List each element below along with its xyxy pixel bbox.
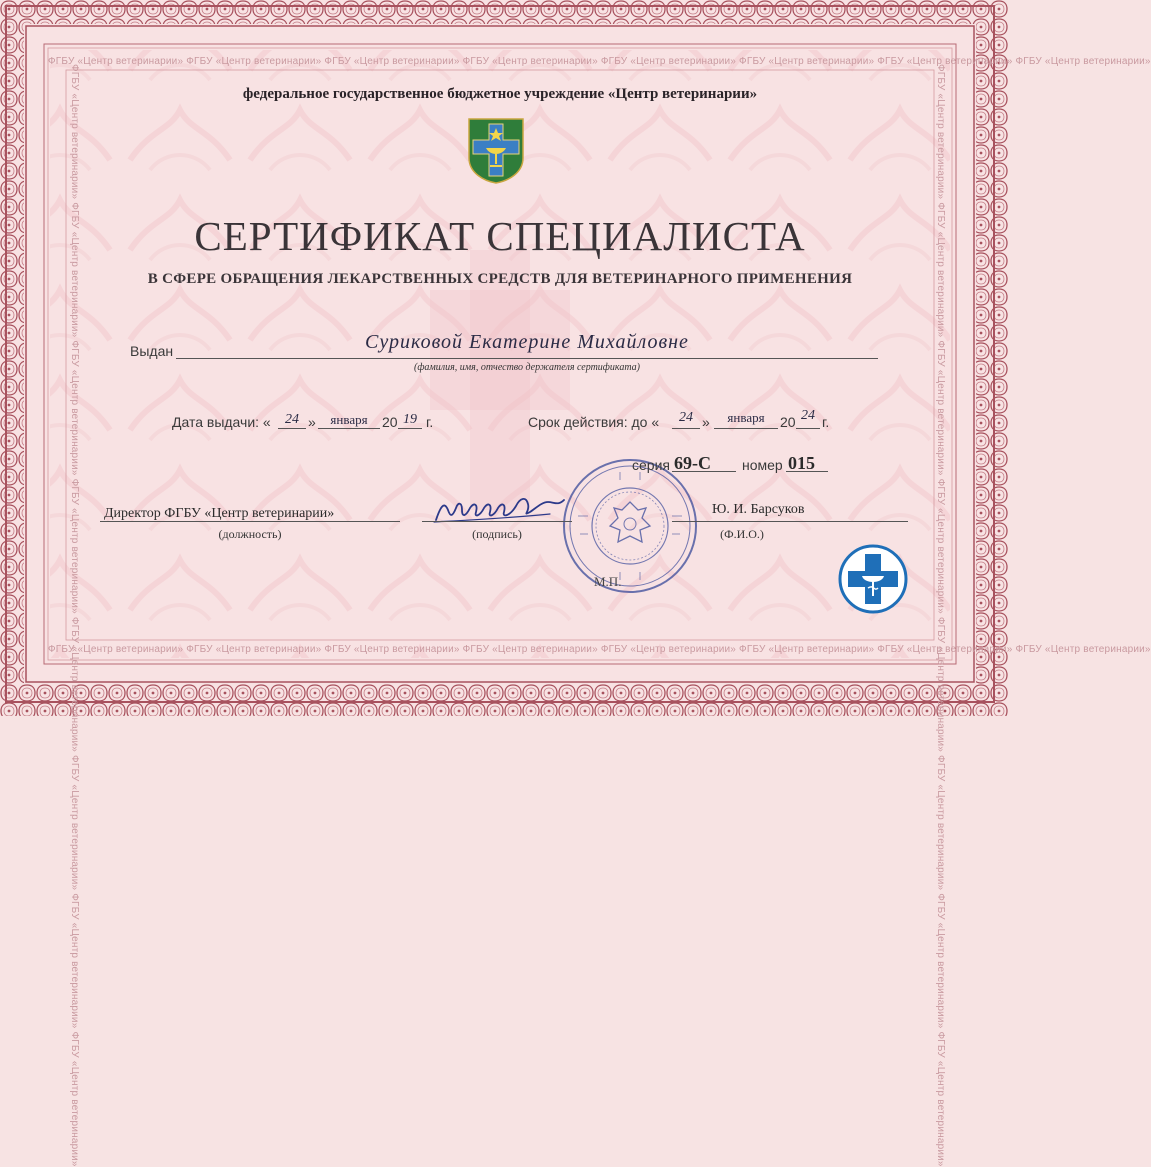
position-value: Директор ФГБУ «Центр ветеринарии» [104,506,335,521]
valid-until-label: Срок действия: до « [528,414,660,430]
holder-name-line [176,358,878,359]
official-stamp-icon [560,456,700,596]
number-value: 015 [788,453,815,473]
issue-year-prefix: 20 [382,414,398,430]
director-name: Ю. И. Барсуков [712,502,805,517]
issue-year-g: г. [426,414,434,430]
issue-day-line [278,428,306,429]
holder-name-caption: (фамилия, имя, отчество держателя сертификата) [413,362,640,373]
issue-month: января [330,412,368,427]
valid-month-line [714,428,778,429]
certificate-title: СЕРТИФИКАТ СПЕЦИАЛИСТА [194,213,806,259]
name-caption: (Ф.И.О.) [720,527,764,541]
name-line [672,521,908,522]
valid-day: 24 [679,410,693,425]
valid-month: января [727,410,765,425]
border-microtext-bottom: ФГБУ «Центр ветеринарии» ФГБУ «Центр ветеринарии» ФГБУ «Центр ветеринарии» ФГБУ «Центр ветеринарии» ФГБУ «Центр ветеринарии» ФГБУ «Центр ветеринарии» ФГБУ «Центр ветеринарии» ФГБУ «Центр ветеринарии» [48,644,1151,655]
border-microtext-right: ФГБУ «Центр ветеринарии» ФГБУ «Центр ветеринарии» ФГБУ «Центр ветеринарии» ФГБУ «Центр ветеринарии» ФГБУ «Центр ветеринарии» ФГБУ «Центр ветеринарии» ФГБУ «Центр ветеринарии» ФГБУ «Центр ветеринарии» [935,64,946,1167]
issue-close-quote: » [308,414,316,430]
shield-emblem-icon [468,118,524,184]
valid-year-line [796,428,820,429]
veterinary-logo-icon [838,544,908,614]
issue-date-label: Дата выдачи: « [172,414,271,430]
signature-line [422,521,572,522]
issue-year-suffix: 19 [403,412,417,427]
issue-year-line [398,428,422,429]
handwritten-signature [430,490,570,528]
valid-year-suffix: 24 [801,408,815,423]
valid-close-quote: » [702,414,710,430]
valid-day-line [672,428,700,429]
valid-year-prefix: 20 [780,414,796,430]
series-label: серия [632,457,670,473]
holder-name: Суриковой Екатерине Михайловне [365,331,689,353]
organization-name: федеральное государственное бюджетное учреждение «Центр ветеринарии» [242,86,758,102]
valid-year-g: г. [822,414,830,430]
border-microtext-top: ФГБУ «Центр ветеринарии» ФГБУ «Центр ветеринарии» ФГБУ «Центр ветеринарии» ФГБУ «Центр ветеринарии» ФГБУ «Центр ветеринарии» ФГБУ «Центр ветеринарии» ФГБУ «Центр ветеринарии» ФГБУ «Центр ветеринарии» [48,56,1151,67]
number-label: номер [742,457,783,473]
issue-day: 24 [285,412,299,427]
issued-label: Выдан [130,343,174,359]
position-line [100,521,400,522]
series-value: 69-С [674,453,711,473]
signature-caption: (подпись) [472,527,522,541]
issue-month-line [318,428,380,429]
border-microtext-left: ФГБУ «Центр ветеринарии» ФГБУ «Центр ветеринарии» ФГБУ «Центр ветеринарии» ФГБУ «Центр ветеринарии» ФГБУ «Центр ветеринарии» ФГБУ «Центр ветеринарии» ФГБУ «Центр ветеринарии» ФГБУ «Центр ветеринарии» [69,64,80,1167]
position-caption: (должность) [218,527,282,541]
stamp-place-label: М.П. [594,574,622,589]
certificate-subtitle: В СФЕРЕ ОБРАЩЕНИЯ ЛЕКАРСТВЕННЫХ СРЕДСТВ ДЛЯ ВЕТЕРИНАРНОГО ПРИМЕНЕНИЯ [147,271,853,287]
